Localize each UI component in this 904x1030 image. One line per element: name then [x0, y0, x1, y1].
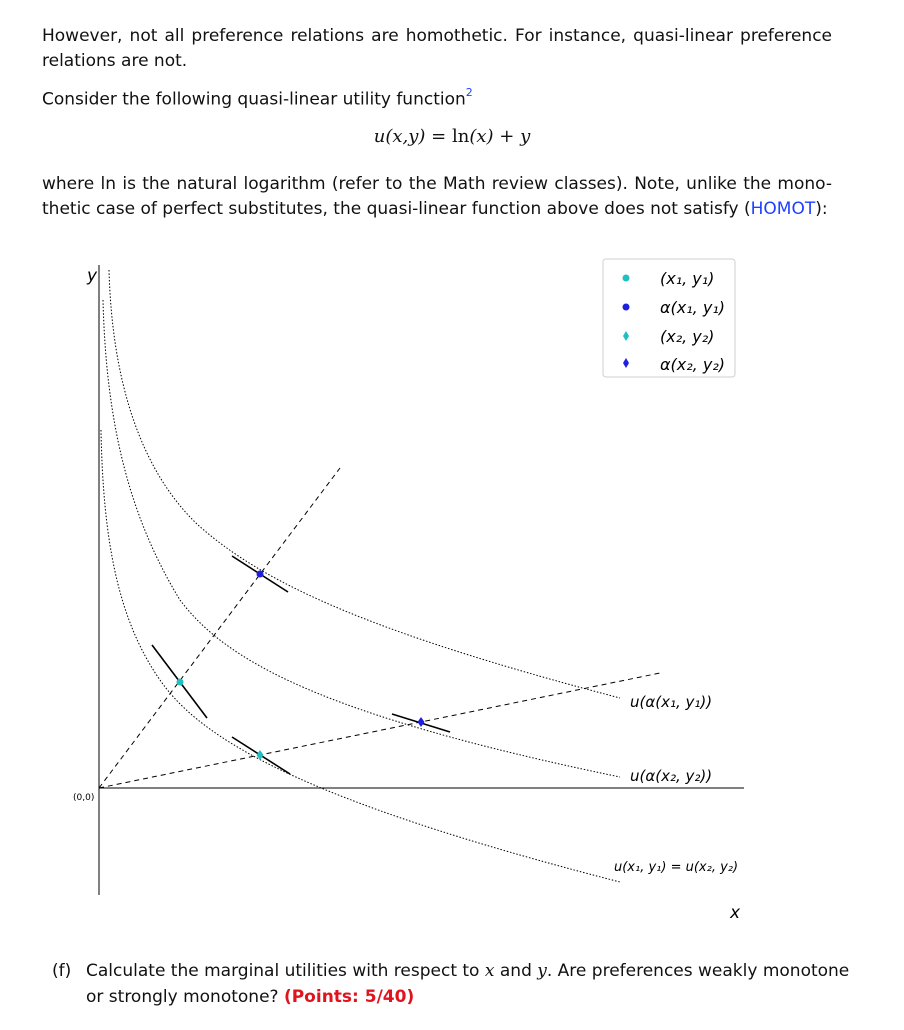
- curve-label-top: u(α(x₁, y₁)): [630, 693, 713, 711]
- formula-ln: ln: [451, 126, 470, 147]
- question-f-text-3: or strongly monotone?: [86, 987, 284, 1007]
- indifference-curve-figure: [0, 250, 904, 940]
- indifference-curve-bottom: [101, 430, 620, 882]
- curve-label-bottom: u(x₁, y₁) = u(x₂, y₂): [614, 860, 739, 875]
- formula-equals: =: [425, 126, 452, 147]
- question-f-and: and: [494, 961, 538, 981]
- question-f-var-x: x: [484, 961, 495, 981]
- formula-arg: (x): [469, 126, 494, 147]
- y-axis-label: y: [87, 266, 98, 286]
- legend-label-x1y1: (x₁, y₁): [660, 269, 715, 288]
- paragraph-consider: [42, 82, 832, 113]
- origin-label: (0,0): [73, 793, 95, 803]
- formula-y: y: [520, 126, 531, 147]
- paragraph-where-ln: [42, 172, 832, 222]
- legend-marker-x1y1: [623, 275, 630, 282]
- question-f-text-1: Calculate the marginal utilities with respect to: [86, 961, 485, 981]
- question-f-points: (Points: 5/40): [283, 987, 415, 1007]
- question-f-line-1: [52, 958, 852, 984]
- formula-plus: +: [493, 126, 521, 147]
- paragraph-where-ln-end: ):: [815, 199, 828, 219]
- point-alpha-x1y1: [257, 571, 264, 578]
- question-f-var-y: y: [537, 961, 547, 981]
- indifference-curve-top: [109, 270, 620, 698]
- question-f-label: (f): [52, 961, 72, 981]
- ray-shallow: [99, 673, 660, 788]
- paragraph-consider-text: Consider the following quasi-linear utility function: [42, 89, 466, 110]
- footnote-marker[interactable]: 2: [465, 86, 473, 99]
- paragraph-where-ln-text: where ln is the natural logarithm (refer to the Math review classes). Note, unlike the mono-thetic case of perfect substitutes, the quasi-linear function above does not satisfy (: [42, 174, 832, 219]
- utility-formula: [0, 126, 904, 147]
- x-axis-label: x: [730, 903, 741, 923]
- paragraph-homothetic: [42, 24, 832, 74]
- question-f-text-2: . Are preferences weakly monotone: [546, 961, 850, 981]
- homot-link[interactable]: HOMOT: [750, 199, 816, 219]
- question-f: [52, 958, 852, 1010]
- formula-lhs: u(x,y): [373, 126, 426, 147]
- legend-label-alpha-x1y1: α(x₁, y₁): [660, 298, 725, 317]
- paragraph-homothetic-text: However, not all preference relations are homothetic. For instance, quasi-linear preference relations are not.: [42, 26, 832, 71]
- point-alpha-x2y2: [418, 717, 425, 727]
- legend-label-x2y2: (x₂, y₂): [660, 327, 715, 346]
- question-f-line-2: [52, 984, 852, 1010]
- curve-label-middle: u(α(x₂, y₂)): [630, 767, 713, 785]
- legend: [603, 259, 735, 377]
- indifference-curve-middle: [103, 300, 620, 777]
- ray-steep: [99, 468, 340, 788]
- legend-label-alpha-x2y2: α(x₂, y₂): [660, 355, 725, 374]
- legend-marker-alpha-x1y1: [623, 304, 630, 311]
- point-x1y1: [177, 679, 184, 686]
